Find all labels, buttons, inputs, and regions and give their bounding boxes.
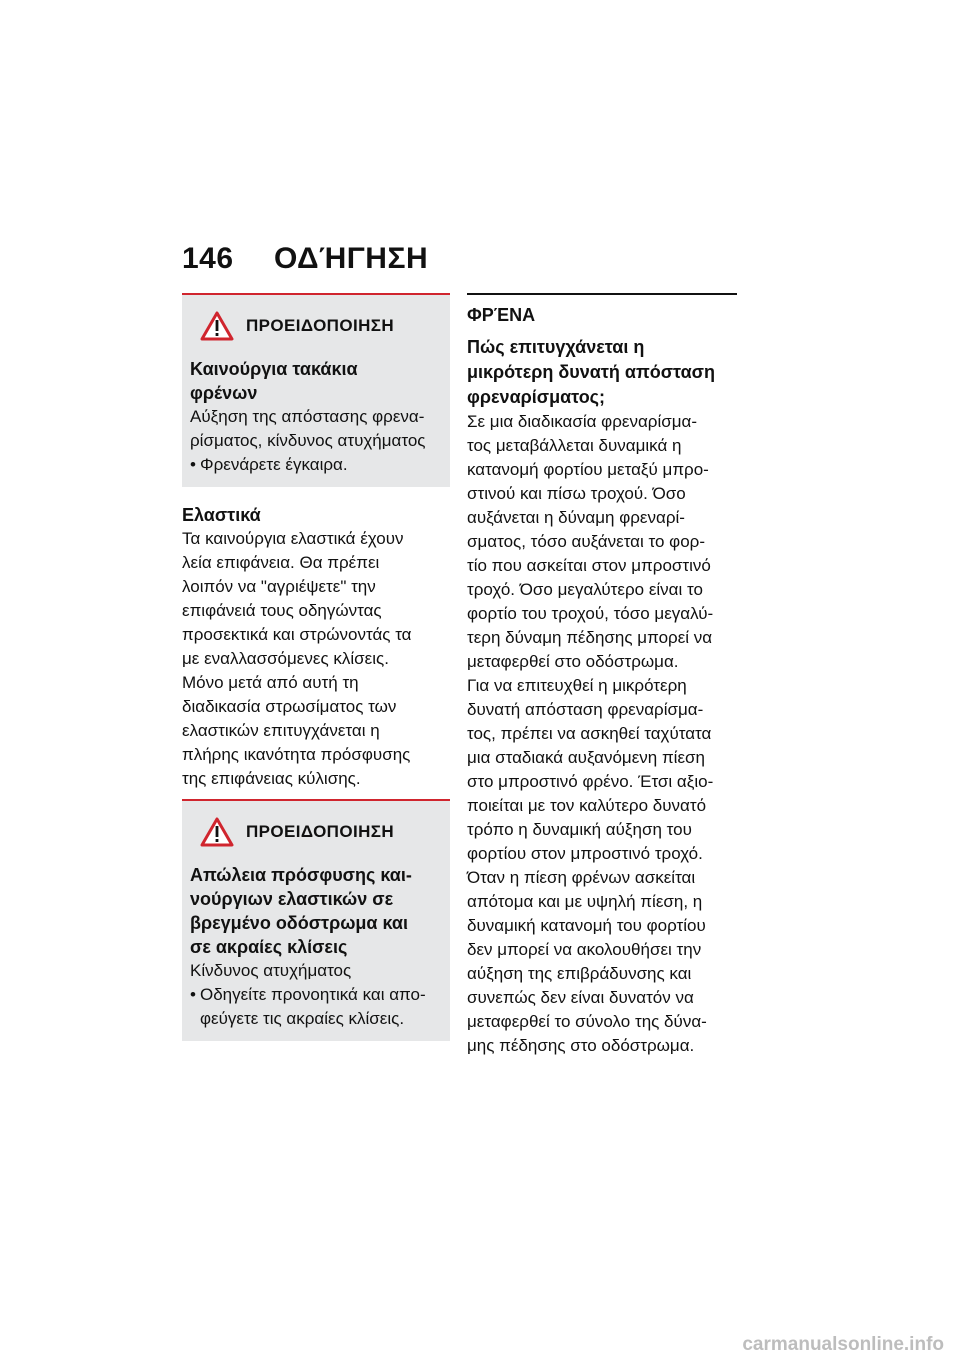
page-number: 146 [182, 242, 234, 275]
text-line: φορτίο του τροχού, τόσο μεγαλύ- [467, 604, 714, 623]
bullet-icon: • [190, 455, 196, 474]
text-line: Μόνο μετά από αυτή τη [182, 673, 359, 692]
text-line: τος, πρέπει να ασκηθεί ταχύτατα [467, 724, 712, 743]
warning-bullet [190, 453, 442, 477]
warning-header [190, 295, 442, 357]
brakes-text [467, 410, 737, 1058]
warning-title-line: Καινούργια τακάκια [190, 359, 358, 379]
text-line: αύξηση της επιβράδυνσης και [467, 964, 692, 983]
warning-title-line: σε ακραίες κλίσεις [190, 937, 348, 957]
brakes-question [467, 335, 737, 410]
page-header [182, 242, 428, 276]
warning-text-line: Κίνδυνος ατυχήματος [190, 961, 352, 980]
text-line: λεία επιφάνεια. Θα πρέπει [182, 553, 380, 572]
text-line: ελαστικών επιτυγχάνεται η [182, 721, 380, 740]
watermark-logo: carmanualsonline.info [742, 1334, 944, 1355]
chapter-title: ΟΔΉΓΗΣΗ [274, 242, 429, 275]
text-line: διαδικασία στρωσίματος των [182, 697, 397, 716]
tires-title: Ελαστικά [182, 505, 261, 525]
text-line: Τα καινούργια ελαστικά έχουν [182, 529, 404, 548]
bullet-text-line: φεύγετε τις ακραίες κλίσεις. [200, 1009, 405, 1028]
warning-title-line: βρεγμένο οδόστρωμα και [190, 913, 408, 933]
question-line: Πώς επιτυγχάνεται η [467, 337, 645, 357]
warning-label: ΠΡΟΕΙΔΟΠΟΙΗΣΗ [246, 822, 395, 841]
warning-header [190, 801, 442, 863]
warning-title-line: νούργιων ελαστικών σε [190, 889, 394, 909]
text-line: με εναλλασσόμενες κλίσεις. [182, 649, 389, 668]
question-line: φρεναρίσματος; [467, 387, 606, 407]
text-line: Όταν η πίεση φρένων ασκείται [467, 868, 696, 887]
warning-text-line: ρίσματος, κίνδυνος ατυχήματος [190, 431, 426, 450]
text-line: δυναμική κατανομή του φορτίου [467, 916, 706, 935]
text-line: προσεκτικά και στρώνοντάς τα [182, 625, 412, 644]
warning-title-line: φρένων [190, 383, 258, 403]
text-line: τος μεταβάλλεται δυναμικά η [467, 436, 682, 455]
text-line: μια σταδιακά αυξανόμενη πίεση [467, 748, 705, 767]
text-line: λοιπόν να "αγριέψετε" την [182, 577, 376, 596]
text-line: δυνατή απόσταση φρεναρίσμα- [467, 700, 704, 719]
text-line: αυξάνεται η δύναμη φρεναρί- [467, 508, 685, 527]
text-line: Σε μια διαδικασία φρεναρίσμα- [467, 412, 698, 431]
warning-box-new-brake-pads [182, 293, 450, 487]
text-line: πλήρης ικανότητα πρόσφυσης [182, 745, 411, 764]
bullet-text [200, 983, 426, 1031]
warning-box-wet-road [182, 799, 450, 1041]
text-line: σματος, τόσο αυξάνεται το φορ- [467, 532, 705, 551]
warning-triangle-icon [200, 311, 234, 341]
warning-triangle-icon [200, 817, 234, 847]
text-line: στο μπροστινό φρένο. Έτσι αξιο- [467, 772, 714, 791]
warning-title [190, 863, 442, 959]
warning-title [190, 357, 442, 405]
text-line: τερη δύναμη πέδησης μπορεί να [467, 628, 713, 647]
text-line: στινού και πίσω τροχού. Όσο [467, 484, 686, 503]
text-line: της επιφάνειας κύλισης. [182, 769, 361, 788]
section-rule [467, 293, 737, 295]
tires-text [182, 527, 450, 791]
text-line: φορτίου στον μπροστινό τροχό. [467, 844, 703, 863]
warning-label: ΠΡΟΕΙΔΟΠΟΙΗΣΗ [246, 316, 395, 335]
bullet-text-line: Οδηγείτε προνοητικά και απο- [200, 985, 426, 1004]
text-line: τίο που ασκείται στον μπροστινό [467, 556, 711, 575]
text-line: μεταφερθεί στο οδόστρωμα. [467, 652, 679, 671]
warning-text [190, 959, 442, 983]
text-line: συνεπώς δεν είναι δυνατόν να [467, 988, 694, 1007]
left-column [182, 293, 450, 1041]
text-line: δεν μπορεί να ακολουθήσει την [467, 940, 702, 959]
text-line: Για να επιτευχθεί η μικρότερη [467, 676, 687, 695]
text-line: επιφάνειά τους οδηγώντας [182, 601, 382, 620]
warning-title-line: Απώλεια πρόσφυσης και- [190, 865, 412, 885]
text-line: κατανομή φορτίου μεταξύ μπρο- [467, 460, 709, 479]
text-line: μης πέδησης στο οδόστρωμα. [467, 1036, 695, 1055]
warning-bullet [190, 983, 442, 1031]
text-line: τροχό. Όσο μεγαλύτερο είναι το [467, 580, 703, 599]
tires-section [182, 487, 450, 799]
brakes-title: ΦΡΈΝΑ [467, 305, 536, 325]
text-line: τρόπο η δυναμική αύξηση του [467, 820, 692, 839]
text-line: ποιείται με τον καλύτερο δυνατό [467, 796, 707, 815]
text-line: μεταφερθεί το σύνολο της δύνα- [467, 1012, 707, 1031]
bullet-icon: • [190, 985, 196, 1004]
bullet-text: Φρενάρετε έγκαιρα. [200, 455, 348, 474]
right-column [467, 293, 737, 1058]
warning-text [190, 405, 442, 453]
text-line: απότομα και με υψηλή πίεση, η [467, 892, 703, 911]
warning-text-line: Αύξηση της απόστασης φρενα- [190, 407, 425, 426]
question-line: μικρότερη δυνατή απόσταση [467, 362, 715, 382]
